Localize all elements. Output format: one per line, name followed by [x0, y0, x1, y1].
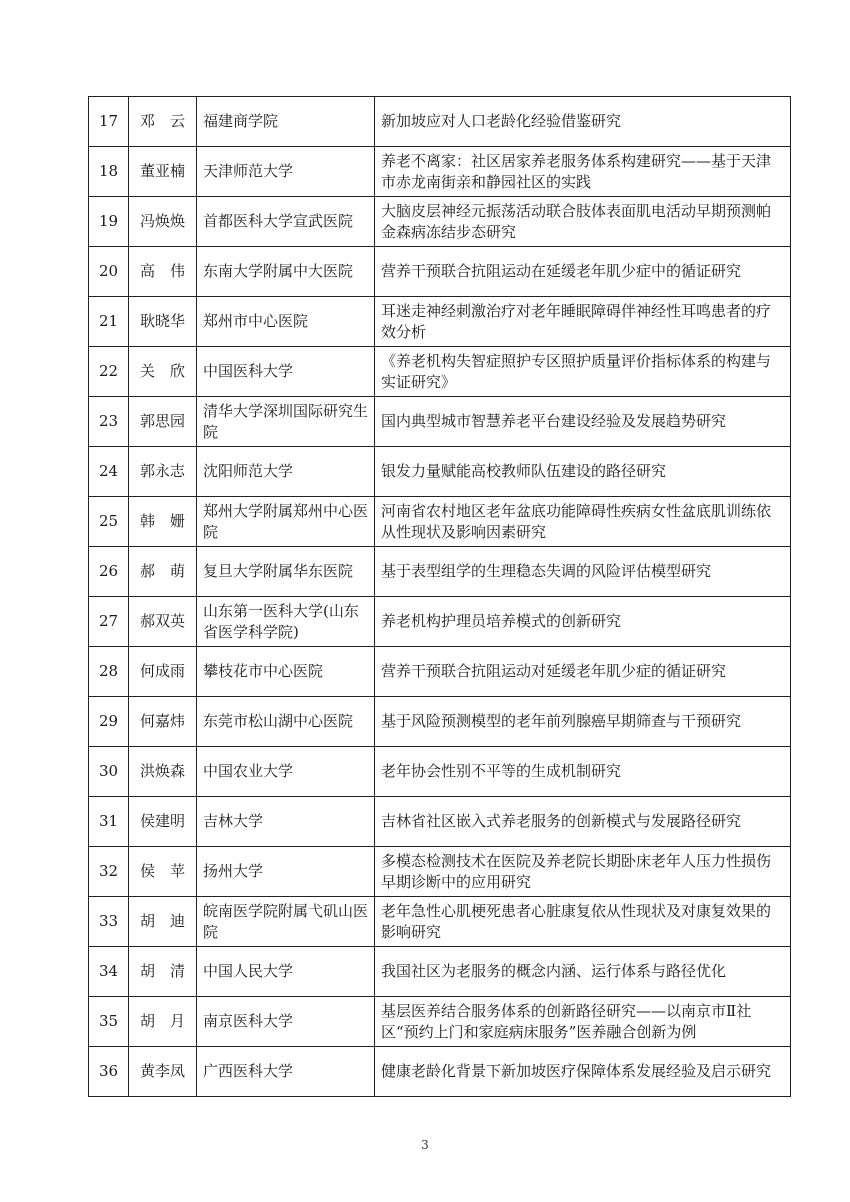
table-row [89, 147, 791, 197]
unit-cell: 攀枝花市中心医院 [197, 647, 375, 697]
name-cell: 邓 云 [129, 97, 197, 147]
table-row [89, 1047, 791, 1097]
table-row [89, 547, 791, 597]
name-cell: 郭思园 [129, 397, 197, 447]
table-row [89, 247, 791, 297]
project-title-cell: 新加坡应对人口老龄化经验借鉴研究 [375, 97, 791, 147]
row-number-cell: 30 [89, 747, 129, 797]
row-number-cell: 31 [89, 797, 129, 847]
name-cell: 胡 迪 [129, 897, 197, 947]
project-title-cell: 营养干预联合抗阻运动对延缓老年肌少症的循证研究 [375, 647, 791, 697]
row-number-cell: 24 [89, 447, 129, 497]
row-number-cell: 23 [89, 397, 129, 447]
unit-cell: 郑州大学附属郑州中心医院 [197, 497, 375, 547]
table-row [89, 297, 791, 347]
name-cell: 何嘉炜 [129, 697, 197, 747]
row-number-cell: 35 [89, 997, 129, 1047]
unit-cell: 皖南医学院附属弋矶山医院 [197, 897, 375, 947]
project-title-cell: 基于风险预测模型的老年前列腺癌早期筛查与干预研究 [375, 697, 791, 747]
name-cell: 胡 月 [129, 997, 197, 1047]
name-cell: 韩 姗 [129, 497, 197, 547]
unit-cell: 沈阳师范大学 [197, 447, 375, 497]
project-title-cell: 国内典型城市智慧养老平台建设经验及发展趋势研究 [375, 397, 791, 447]
row-number-cell: 22 [89, 347, 129, 397]
row-number-cell: 33 [89, 897, 129, 947]
table-row [89, 447, 791, 497]
row-number-cell: 18 [89, 147, 129, 197]
name-cell: 郭永志 [129, 447, 197, 497]
project-title-cell: 大脑皮层神经元振荡活动联合肢体表面肌电活动早期预测帕金森病冻结步态研究 [375, 197, 791, 247]
unit-cell: 清华大学深圳国际研究生院 [197, 397, 375, 447]
project-title-cell: 养老机构护理员培养模式的创新研究 [375, 597, 791, 647]
name-cell: 黄李凤 [129, 1047, 197, 1097]
row-number-cell: 32 [89, 847, 129, 897]
table-row [89, 997, 791, 1047]
row-number-cell: 29 [89, 697, 129, 747]
name-cell: 董亚楠 [129, 147, 197, 197]
project-title-cell: 我国社区为老服务的概念内涵、运行体系与路径优化 [375, 947, 791, 997]
row-number-cell: 34 [89, 947, 129, 997]
row-number-cell: 20 [89, 247, 129, 297]
unit-cell: 首都医科大学宣武医院 [197, 197, 375, 247]
project-title-cell: 健康老龄化背景下新加坡医疗保障体系发展经验及启示研究 [375, 1047, 791, 1097]
project-title-cell: 基层医养结合服务体系的创新路径研究——以南京市Ⅱ社区“预约上门和家庭病床服务”医养融合创新为例 [375, 997, 791, 1047]
project-title-cell: 河南省农村地区老年盆底功能障碍性疾病女性盆底肌训练依从性现状及影响因素研究 [375, 497, 791, 547]
project-title-cell: 多模态检测技术在医院及养老院长期卧床老年人压力性损伤早期诊断中的应用研究 [375, 847, 791, 897]
unit-cell: 广西医科大学 [197, 1047, 375, 1097]
unit-cell: 中国医科大学 [197, 347, 375, 397]
project-title-cell: 老年协会性别不平等的生成机制研究 [375, 747, 791, 797]
unit-cell: 扬州大学 [197, 847, 375, 897]
name-cell: 侯 苹 [129, 847, 197, 897]
table-row [89, 747, 791, 797]
unit-cell: 郑州市中心医院 [197, 297, 375, 347]
unit-cell: 中国人民大学 [197, 947, 375, 997]
table-row [89, 897, 791, 947]
unit-cell: 复旦大学附属华东医院 [197, 547, 375, 597]
table-row [89, 347, 791, 397]
row-number-cell: 25 [89, 497, 129, 547]
row-number-cell: 19 [89, 197, 129, 247]
row-number-cell: 36 [89, 1047, 129, 1097]
table-row [89, 97, 791, 147]
project-list-table [88, 96, 791, 1097]
unit-cell: 中国农业大学 [197, 747, 375, 797]
row-number-cell: 28 [89, 647, 129, 697]
table-row [89, 397, 791, 447]
table-row [89, 697, 791, 747]
name-cell: 侯建明 [129, 797, 197, 847]
table-row [89, 797, 791, 847]
table-body [89, 97, 791, 1097]
table-row [89, 647, 791, 697]
name-cell: 何成雨 [129, 647, 197, 697]
table-row [89, 197, 791, 247]
table-row [89, 947, 791, 997]
name-cell: 郝双英 [129, 597, 197, 647]
table-row [89, 597, 791, 647]
project-title-cell: 营养干预联合抗阻运动在延缓老年肌少症中的循证研究 [375, 247, 791, 297]
row-number-cell: 21 [89, 297, 129, 347]
project-title-cell: 吉林省社区嵌入式养老服务的创新模式与发展路径研究 [375, 797, 791, 847]
name-cell: 关 欣 [129, 347, 197, 397]
name-cell: 郝 萌 [129, 547, 197, 597]
page-number: 3 [421, 1138, 429, 1152]
unit-cell: 东莞市松山湖中心医院 [197, 697, 375, 747]
row-number-cell: 27 [89, 597, 129, 647]
table-row [89, 497, 791, 547]
unit-cell: 吉林大学 [197, 797, 375, 847]
unit-cell: 天津师范大学 [197, 147, 375, 197]
unit-cell: 福建商学院 [197, 97, 375, 147]
unit-cell: 山东第一医科大学(山东省医学科学院) [197, 597, 375, 647]
unit-cell: 南京医科大学 [197, 997, 375, 1047]
project-title-cell: 《养老机构失智症照护专区照护质量评价指标体系的构建与实证研究》 [375, 347, 791, 397]
name-cell: 胡 清 [129, 947, 197, 997]
name-cell: 耿晓华 [129, 297, 197, 347]
name-cell: 高 伟 [129, 247, 197, 297]
row-number-cell: 17 [89, 97, 129, 147]
project-title-cell: 基于表型组学的生理稳态失调的风险评估模型研究 [375, 547, 791, 597]
row-number-cell: 26 [89, 547, 129, 597]
table-row [89, 847, 791, 897]
project-title-cell: 耳迷走神经刺激治疗对老年睡眠障碍伴神经性耳鸣患者的疗效分析 [375, 297, 791, 347]
name-cell: 冯焕焕 [129, 197, 197, 247]
name-cell: 洪焕森 [129, 747, 197, 797]
project-title-cell: 养老不离家：社区居家养老服务体系构建研究——基于天津市赤龙南街亲和静园社区的实践 [375, 147, 791, 197]
project-title-cell: 老年急性心肌梗死患者心脏康复依从性现状及对康复效果的影响研究 [375, 897, 791, 947]
unit-cell: 东南大学附属中大医院 [197, 247, 375, 297]
project-title-cell: 银发力量赋能高校教师队伍建设的路径研究 [375, 447, 791, 497]
